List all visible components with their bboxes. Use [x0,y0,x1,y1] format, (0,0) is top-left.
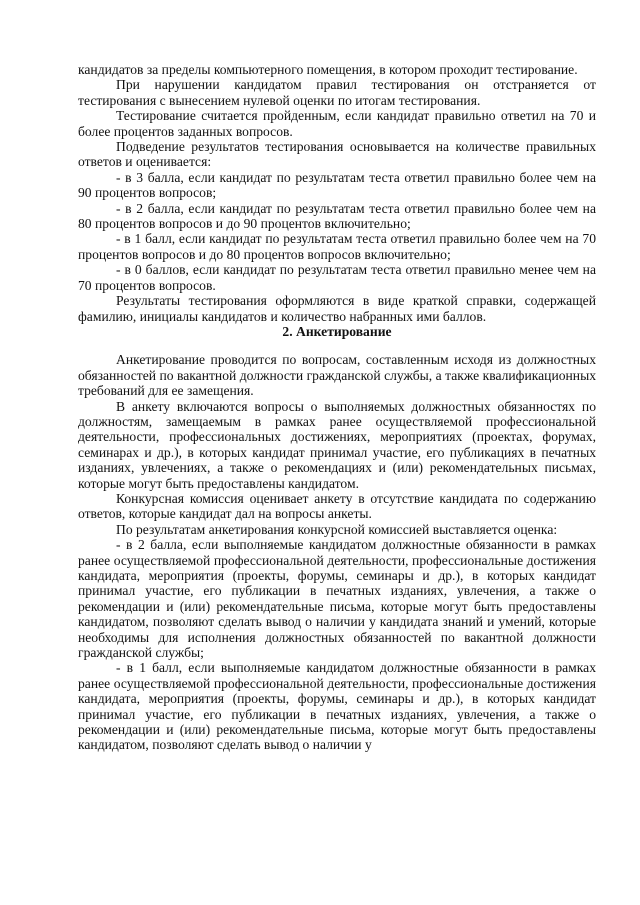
paragraph-rules-violation: При нарушении кандидатом правил тестирования он отстраняется от тестирования с вынесением нулевой оценки по итогам тестирования. [78,77,596,108]
list-item-0-points: - в 0 баллов, если кандидат по результатам теста ответил правильно менее чем на 70 процентов вопросов. [78,262,596,293]
section-heading-questionnaire: 2. Анкетирование [282,323,392,339]
paragraph-results-summary: Результаты тестирования оформляются в виде краткой справки, содержащей фамилию, инициалы кандидатов и количество набранных ими баллов. [78,293,596,324]
list-item-1-point: - в 1 балл, если кандидат по результатам теста ответил правильно более чем на 70 процентов вопросов и до 80 процентов вопросов включительно; [78,231,596,262]
document-page [78,62,596,753]
paragraph-questionnaire-content: В анкету включаются вопросы о выполняемых должностных обязанностях по должностям, замещаемым в рамках ранее осуществляемой профессиональной деятельности, профессиональных достижениях, мероприятиях (проектах, форумах, семинарах и др.), в которых кандидат принимал участие, его публикациях в печатных изданиях, увлечениях, а также о рекомендациях и (или) рекомендательных письмах, которые могут быть предоставлены кандидатом. [78,398,596,491]
list-item-3-points: - в 3 балла, если кандидат по результатам теста ответил правильно более чем на 90 процентов вопросов; [78,169,596,201]
paragraph-testing-continuation: кандидатов за пределы компьютерного помещения, в котором проходит тестирование. [78,62,578,77]
list-item-2-points: - в 2 балла, если кандидат по результатам теста ответил правильно более чем на 80 процентов вопросов и до 90 процентов включительно; [78,200,596,232]
list-item-questionnaire-2-points: - в 2 балла, если выполняемые кандидатом должностные обязанности в рамках ранее осуществляемой профессиональной деятельности, профессиональные достижения кандидата, мероприятия (проекты, форумы, семинары и др.), в которых кандидат принимал участие, его публикации в печатных изданиях, увлечения, а также о рекомендации и (или) рекомендательные письма, которые могут быть предоставлены кандидатом, позволяют сделать вывод о наличии у кандидата знаний и умений, которые необходимы для исполнения должностных обязанностей по вакантной должности гражданской службы; [78,537,596,661]
paragraph-questionnaire-basis: Анкетирование проводится по вопросам, составленным исходя из должностных обязанностей по вакантной должности гражданской службы, а также квалификационных требований для ее замещения. [78,352,596,399]
paragraph-commission-evaluation: Конкурсная комиссия оценивает анкету в отсутствие кандидата по содержанию ответов, которые кандидат дал на вопросы анкеты. [78,490,596,522]
paragraph-passing-criteria: Тестирование считается пройденным, если кандидат правильно ответил на 70 и более процентов заданных вопросов. [78,108,596,139]
list-item-questionnaire-1-point: - в 1 балл, если выполняемые кандидатом должностные обязанности в рамках ранее осуществляемой профессиональной деятельности, профессиональные достижения кандидата, мероприятия (проекты, форумы, семинары и др.), в которых кандидат принимал участие, его публикации в печатных изданиях, увлечения, а также о рекомендации и (или) рекомендательные письма, которые могут быть предоставлены кандидатом, позволяют сделать вывод о наличии у [78,660,596,753]
paragraph-scoring-intro: Подведение результатов тестирования основывается на количестве правильных ответов и оценивается: [78,139,596,170]
paragraph-questionnaire-scoring-intro: По результатам анкетирования конкурсной комиссией выставляется оценка: [116,521,558,537]
